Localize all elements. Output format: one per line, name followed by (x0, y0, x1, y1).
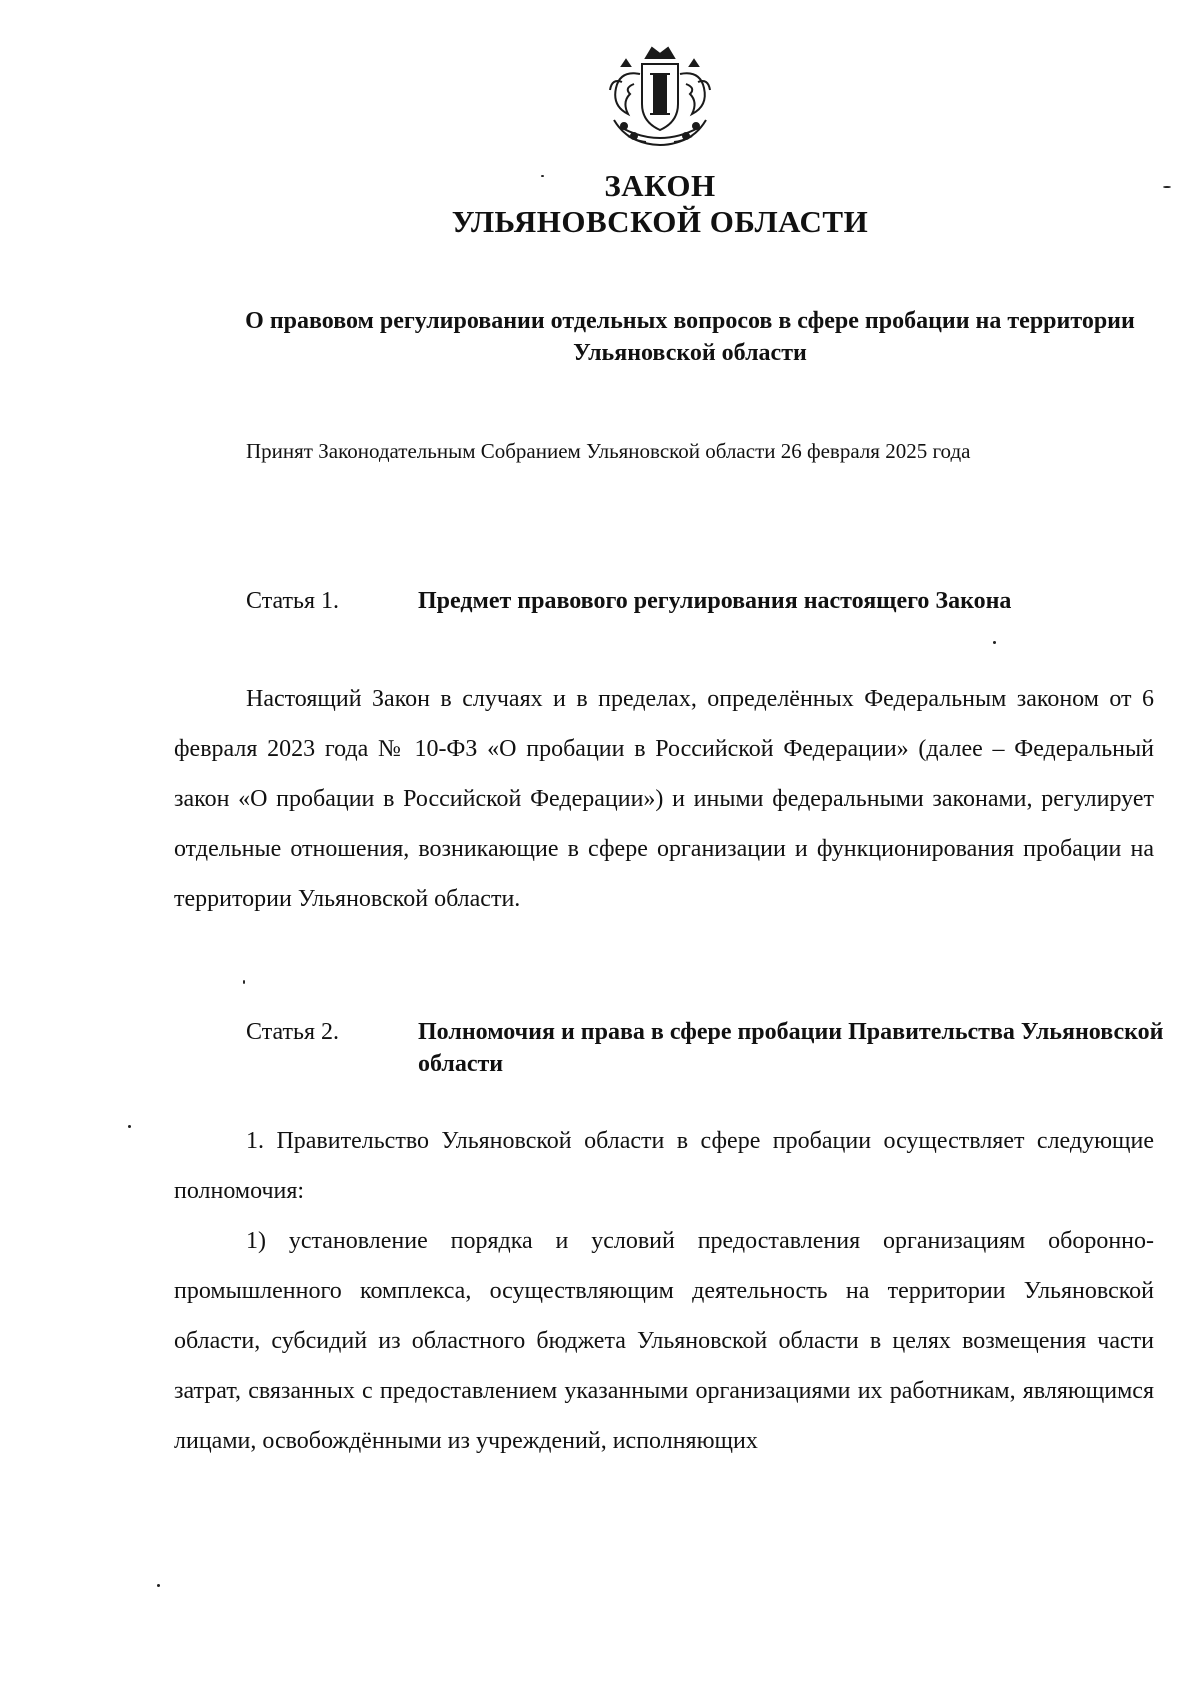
law-title (0, 168, 1200, 240)
article-2-paragraph-1: 1. Правительство Ульяновской области в сфере пробации осуществляет следующие полномочия: (174, 1128, 1154, 1204)
adoption-note: Принят Законодательным Собранием Ульяновской области 26 февраля 2025 года (246, 439, 971, 463)
article-1-text: Настоящий Закон в случаях и в пределах, определённых Федеральным законом от 6 февраля 2023 года № 10-ФЗ «О пробации в Российской Федерации» (далее – Федеральный закон «О пробации в Российской Федерации») и иными федеральными законами, регулирует отдельные отношения, возникающие в сфере организации и функционирования пробации на территории Ульяновской области. (174, 686, 1154, 912)
scan-speck (1163, 186, 1171, 188)
scan-speck (128, 1125, 131, 1128)
article-2-name: Полномочия и права в сфере пробации Правительства Ульяновской области (418, 1019, 1164, 1077)
scan-speck (243, 980, 245, 984)
scan-speck (993, 641, 996, 644)
scan-speck (541, 175, 544, 177)
title-line-1: ЗАКОН (604, 168, 716, 203)
title-line-2: УЛЬЯНОВСКОЙ ОБЛАСТИ (451, 204, 869, 239)
article-2-paragraph-2: 1) установление порядка и условий предоставления организациям оборонно-промышленного комплекса, осуществляющим деятельность на территории Ульяновской области, субсидий из областного бюджета Ульяновской области в целях возмещения части затрат, связанных с предоставлением указанными организациями их работникам, являющимся лицами, освобождёнными из учреждений, исполняющих (174, 1228, 1154, 1454)
article-1-number: Статья 1. (246, 588, 339, 614)
law-subject: О правовом регулировании отдельных вопросов в сфере пробации на территории Ульяновской области (245, 308, 1135, 366)
coat-of-arms-icon (602, 44, 718, 156)
article-2-number: Статья 2. (246, 1019, 339, 1045)
article-1-name: Предмет правового регулирования настоящего Закона (418, 588, 1012, 614)
scan-speck (157, 1584, 160, 1587)
